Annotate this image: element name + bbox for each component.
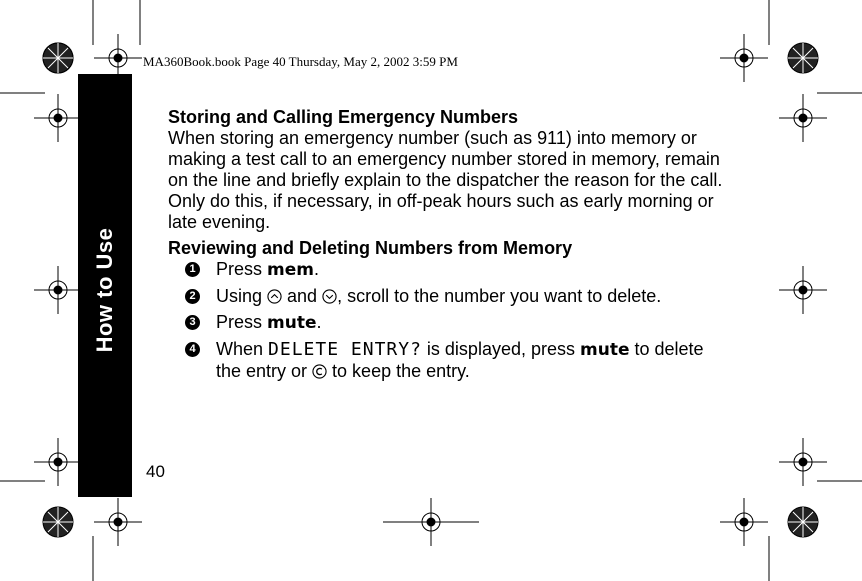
- step-number: 4: [185, 342, 200, 357]
- scroll-up-icon: [267, 289, 282, 304]
- step-text: is displayed, press: [421, 339, 580, 359]
- mute-key: mute: [580, 340, 630, 360]
- step-text: When: [216, 339, 269, 359]
- mute-key: mute: [267, 313, 317, 333]
- page-content: [168, 107, 728, 382]
- step-4: [168, 339, 728, 382]
- step-text: and: [282, 286, 323, 306]
- step-text: Press: [216, 312, 268, 332]
- step-text: , scroll to the number you want to delete.: [337, 286, 662, 306]
- scroll-down-icon: [322, 289, 337, 304]
- clear-key-icon: [312, 364, 327, 379]
- step-text: .: [316, 312, 322, 332]
- step-number: 2: [185, 289, 200, 304]
- step-1: [168, 259, 728, 281]
- step-3: [168, 312, 728, 334]
- page-number: 40: [146, 462, 165, 481]
- steps-list: [168, 259, 728, 382]
- step-text: Using: [216, 286, 268, 306]
- print-header: MA360Book.book Page 40 Thursday, May 2, 2002 3:59 PM: [143, 54, 458, 69]
- step-text: .: [313, 259, 319, 279]
- step-text: to delete the entry or: [216, 339, 704, 381]
- section-heading-emergency: Storing and Calling Emergency Numbers: [168, 107, 519, 127]
- step-text: Press: [216, 259, 268, 279]
- step-text: to keep the entry.: [327, 361, 470, 381]
- mem-key: mem: [267, 260, 314, 280]
- emergency-paragraph: When storing an emergency number (such as 911) into memory or making a test call to an emergency number stored in memory, remain on the line and briefly explain to the dispatcher the reason for the call. Only do this, if necessary, in off-peak hours such as early morning or late evening.: [168, 128, 723, 232]
- lcd-display-text: DELETE ENTRY?: [268, 339, 422, 360]
- side-tab-label: How to Use: [92, 227, 117, 353]
- step-2: [168, 286, 728, 307]
- step-number: 3: [185, 315, 200, 330]
- section-heading-reviewing: Reviewing and Deleting Numbers from Memory: [168, 238, 573, 258]
- step-number: 1: [185, 262, 200, 277]
